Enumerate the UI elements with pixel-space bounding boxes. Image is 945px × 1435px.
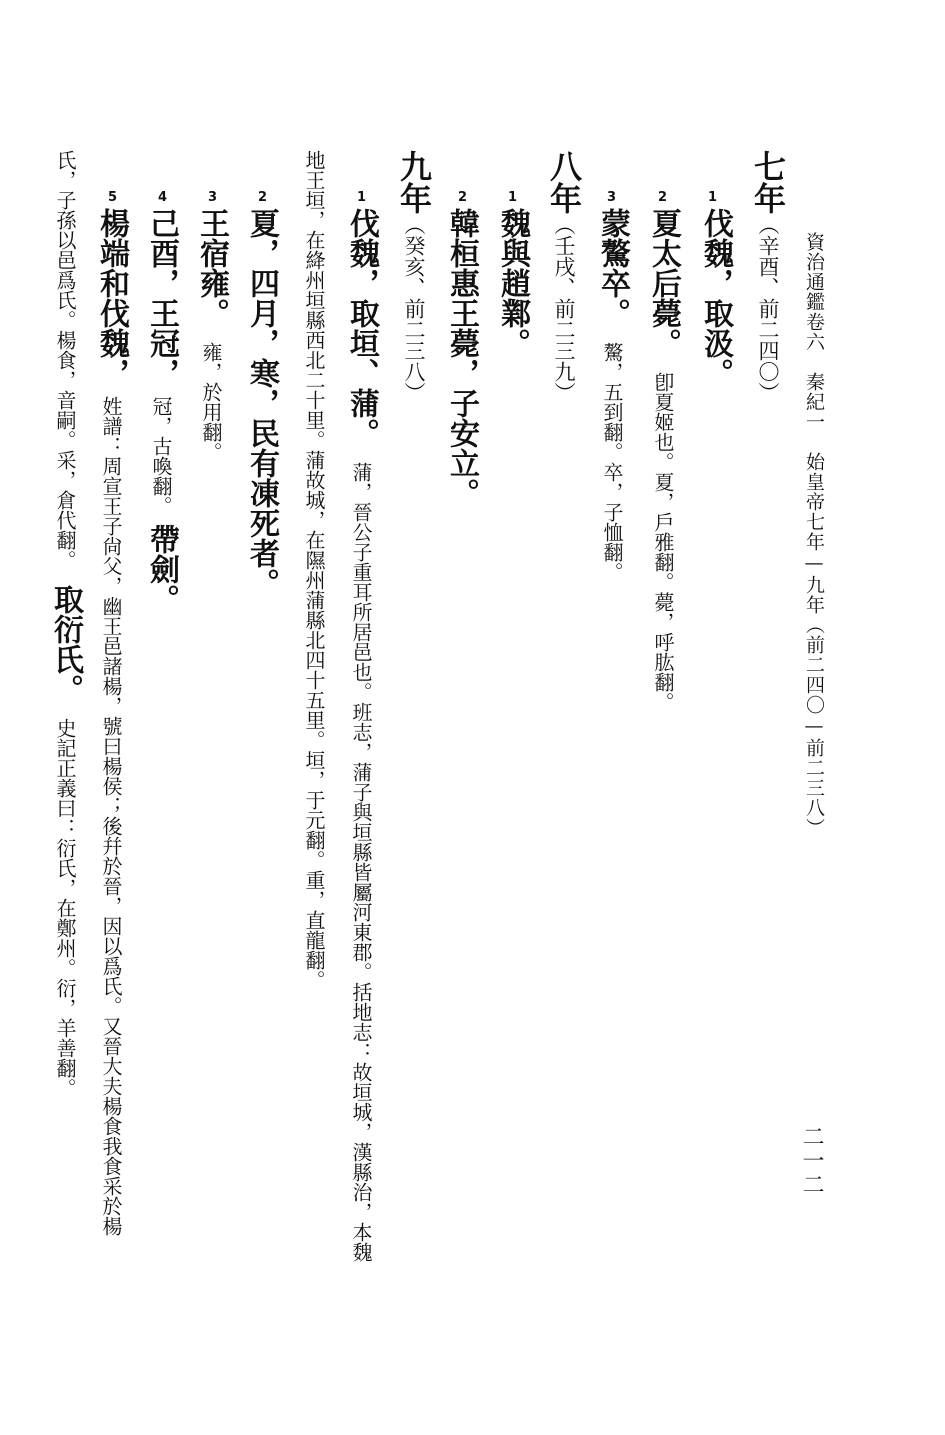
entry-text: 伐魏，取垣、蒲。 [344,208,379,448]
entry-number: 1 [508,190,518,205]
year-ganzhi: （辛酉、前二四〇） [756,214,780,403]
entry-text: 魏與趙鄴。 [495,208,530,358]
entry-note: 姓譜：周宣王子尙父，幽王邑諸楊，號曰楊侯；後幷於晉，因以爲氏。又晉大夫楊食我食采於楊 [99,396,123,1236]
note-continuation-text: 氏，子孫以邑爲氏。楊食，音嗣。采，倉代翻。 [53,150,77,570]
entry-9-2 [244,208,279,598]
year-ganzhi: （癸亥、前二三八） [402,214,426,403]
year-ganzhi: （壬戌、前二三九） [552,214,576,403]
entry-8-1 [495,208,530,358]
note-continuation-final [48,150,83,1098]
entry-number: 2 [458,190,468,205]
entry-text: 己酉，王冠， [144,208,179,388]
entry-note: 卽夏姬也。夏，戶雅翻。薨，呼肱翻。 [651,372,675,712]
entry-text: 韓桓惠王薨，子安立。 [444,208,479,508]
entry-text: 夏，四月，寒，民有凍死者。 [244,208,279,598]
entry-number: 5 [108,190,118,205]
entry-9-1 [344,208,379,1262]
year-label: 八年 [545,150,583,214]
entry-text: 蒙驁卒。 [595,208,630,328]
entry-text-2: 帶劍。 [144,524,179,614]
entry-number: 4 [158,190,168,205]
entry-9-5 [94,208,129,1236]
entry-number: 3 [208,190,218,205]
entry-9-4 [144,208,179,614]
entry-text: 楊端和伐魏， [94,208,129,388]
entry-8-2 [444,208,479,508]
year-heading-9 [395,150,433,403]
note-continuation-text: 地王垣，在絳州垣縣西北二十里。蒲故城，在隰州蒲縣北四十五里。垣，于元翻。重，直龍翻。 [302,150,326,990]
entry-number: 2 [658,190,668,205]
entry-number: 2 [258,190,268,205]
entry-number: 1 [357,190,367,205]
entry-7-3 [595,208,630,582]
year-label: 九年 [395,150,433,214]
entry-note: 驁，五到翻。卒，子恤翻。 [600,342,624,582]
entry-note: 雍，於用翻。 [199,342,223,462]
entry-text: 伐魏，取汲。 [698,208,733,388]
entry-text: 取衍氏。 [48,584,83,704]
entry-7-2 [646,208,681,712]
page-number: 二一二 [799,1125,824,1197]
entry-text: 夏太后薨。 [646,208,681,358]
entry-note: 冠，古喚翻。 [149,396,173,516]
entry-note: 史記正義曰：衍氏，在鄭州。衍，羊善翻。 [53,718,77,1098]
entry-text: 王宿雍。 [194,208,229,328]
entry-number: 3 [607,190,617,205]
entry-7-1 [698,208,733,388]
note-continuation [304,150,324,990]
entry-9-3 [194,208,229,462]
entry-number: 1 [708,190,718,205]
running-title: 資治通鑑卷六 秦紀一 始皇帝七年—九年（前二四〇—前二三八） [803,232,825,838]
entry-note: 蒲，晉公子重耳所居邑也。班志，蒲子與垣縣皆屬河東郡。括地志：故垣城，漢縣治，本魏 [349,462,373,1262]
year-heading-7 [749,150,787,403]
year-heading-8 [545,150,583,403]
year-label: 七年 [749,150,787,214]
